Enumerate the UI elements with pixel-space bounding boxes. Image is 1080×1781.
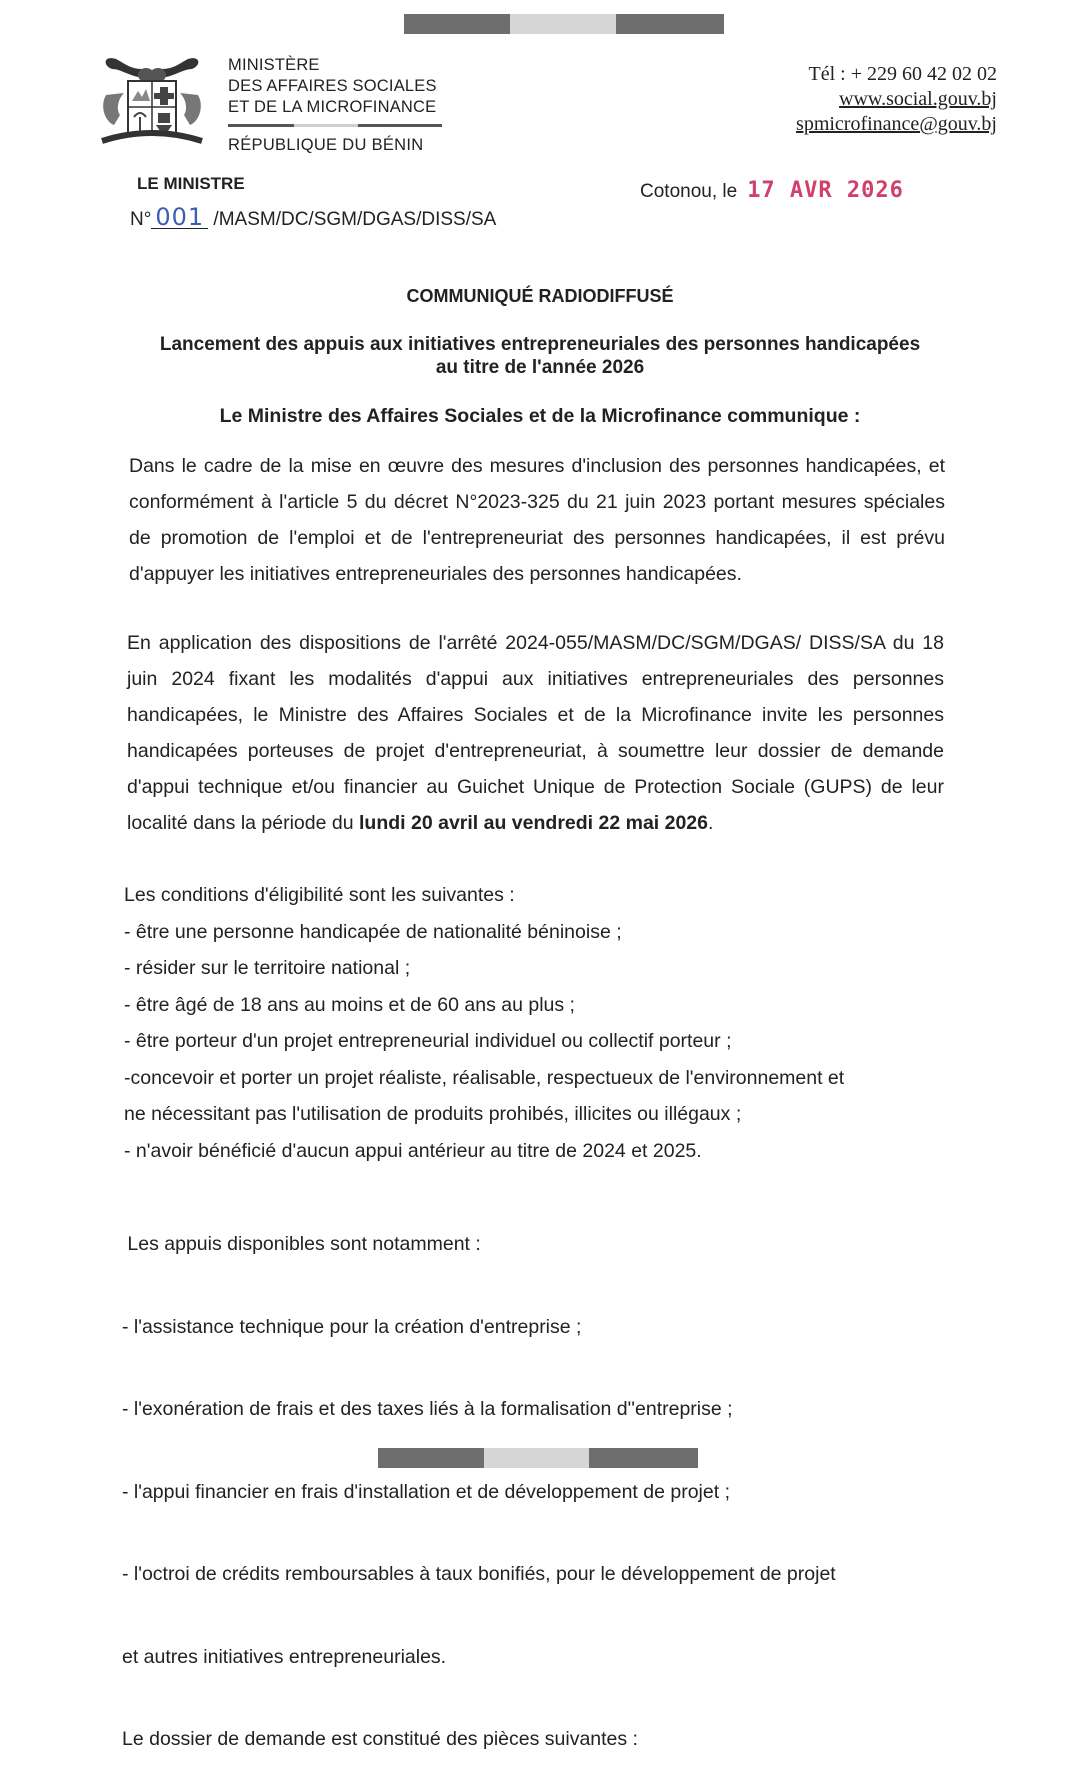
reference-number: N° 001 /MASM/DC/SGM/DGAS/DISS/SA — [130, 203, 497, 231]
intro-paragraph: Dans le cadre de la mise en œuvre des mesures d'inclusion des personnes handicapées, et conformément à l'article 5 du décret N°2023-325 du 21 juin 2023 portant mesures spéciales de promotion de l'emploi et de l'entrepreneuriat des personnes handicapées, il est prévu d'appuyer les initiatives entrepreneuriales des personnes handicapées. — [129, 455, 945, 585]
list-item: - l'exonération de frais et des taxes liés à la formalisation d''entreprise ; — [122, 1398, 733, 1420]
list-item: -concevoir et porter un projet réaliste, réalisable, respectueux de l'environnement et — [124, 1066, 845, 1089]
list-item: - être âgé de 18 ans au moins et de 60 ans au plus ; — [124, 993, 575, 1016]
date-stamp: 17 AVR 2026 — [747, 178, 904, 203]
coat-of-arms-icon — [98, 55, 206, 155]
application-paragraph: En application des dispositions de l'arrêté 2024-055/MASM/DC/SGM/DGAS/ DISS/SA du 18 juin 2024 fixant les modalités d'appui aux initiatives entrepreneuriales des personnes handicapées, le Ministre des Affaires Sociales et de la Microfinance invite les personnes handicapées porteuses de projet d'entrepreneuriat, à soumettre leur dossier de demande d'appui technique et/ou financier au Guichet Unique de Protection Sociale (GUPS) de leur localité dans la période du lundi 20 avril au vendredi 22 mai 2026. — [127, 632, 944, 834]
document-title: COMMUNIQUÉ RADIODIFFUSÉ — [406, 286, 674, 306]
list-item: - résider sur le territoire national ; — [124, 957, 411, 979]
contact-block — [796, 62, 997, 137]
ministry-name: MINISTÈRE DES AFFAIRES SOCIALES ET DE LA MICROFINANCE — [228, 56, 437, 116]
announcement-line: Le Ministre des Affaires Sociales et de la Microfinance communique : — [219, 405, 861, 427]
republic-name: RÉPUBLIQUE DU BÉNIN — [228, 136, 424, 154]
phone-number: Tél : + 229 60 42 02 02 — [808, 63, 997, 85]
list-item: - n'avoir bénéficié d'aucun appui antérieur au titre de 2024 et 2025. — [124, 1139, 702, 1162]
list-item: et autres initiatives entrepreneuriales. — [122, 1645, 447, 1668]
document-subtitle: Lancement des appuis aux initiatives entrepreneuriales des personnes handicapées au titre de l'année 2026 — [159, 334, 921, 378]
list-item: - être porteur d'un projet entrepreneurial individuel ou collectif porteur ; — [124, 1030, 732, 1052]
list-item: - être une personne handicapée de nationalité béninoise ; — [124, 920, 622, 943]
place-date: Cotonou, le 17 AVR 2026 — [640, 178, 904, 203]
signatory-label: LE MINISTRE — [137, 174, 245, 193]
dossier-heading: Le dossier de demande est constitué des pièces suivantes : — [122, 1728, 638, 1750]
top-flag-bar — [404, 14, 724, 34]
ministry-divider — [228, 124, 442, 127]
eligibility-section — [124, 877, 944, 1169]
supports-heading: Les appuis disponibles sont notamment : — [122, 1233, 481, 1255]
eligibility-heading: Les conditions d'éligibilité sont les suivantes : — [124, 884, 515, 906]
list-item: - l'appui financier en frais d'installation et de développement de projet ; — [122, 1480, 730, 1503]
list-item: ne nécessitant pas l'utilisation de produits prohibés, illicites ou illégaux ; — [124, 1103, 742, 1125]
supports-section — [122, 1180, 942, 1781]
email-link[interactable]: spmicrofinance@gouv.bj — [796, 113, 997, 135]
list-item: - l'assistance technique pour la création d'entreprise ; — [122, 1315, 582, 1338]
application-period: lundi 20 avril au vendredi 22 mai 2026 — [359, 812, 709, 834]
handwritten-number: 001 — [151, 206, 208, 229]
bottom-flag-bar — [378, 1448, 698, 1468]
list-item: - l'octroi de crédits remboursables à taux bonifiés, pour le développement de projet — [122, 1563, 836, 1585]
website-link[interactable]: www.social.gouv.bj — [839, 88, 997, 110]
